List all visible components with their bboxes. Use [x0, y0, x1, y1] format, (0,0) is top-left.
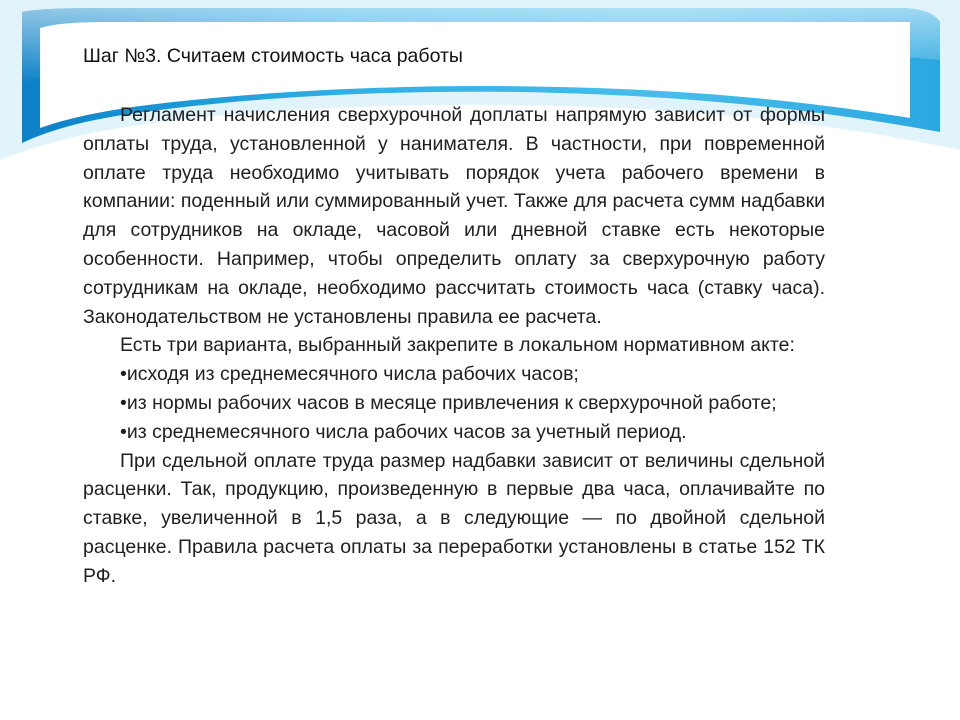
- bullet-option-1: •исходя из среднемесячного числа рабочих часов;: [120, 363, 579, 386]
- bullet-option-2: •из нормы рабочих часов в месяце привлечения к сверхурочной работе;: [120, 391, 777, 414]
- paragraph-piecework: При сдельной оплате труда размер надбавки зависит от величины сдельной расценки. Так, продукцию, произведенную в первые два часа, оплачивайте по ставке, увеличенной в 1,5 раза, а в следующие — по двойной сдельной расценке. Правила расчета оплаты за переработки установлены в статье 152 ТК РФ.: [83, 449, 825, 587]
- slide-body: [83, 101, 825, 591]
- bullet-option-3: •из среднемесячного числа рабочих часов за учетный период.: [120, 420, 687, 443]
- paragraph-regulation: Регламент начисления сверхурочной доплаты напрямую зависит от формы оплаты труда, установленной у нанимателя. В частности, при повременной оплате труда необходимо учитывать порядок учета рабочего времени в компании: поденный или суммированный учет. Также для расчета сумм надбавки для сотрудников на окладе, часовой или дневной ставке есть некоторые особенности. Например, чтобы определить оплату за сверхурочную работу сотрудникам на окладе, необходимо рассчитать стоимость часа (ставку часа). Законодательством не установлены правила ее расчета.: [83, 104, 825, 328]
- slide-title: Шаг №3. Считаем стоимость часа работы: [83, 45, 463, 67]
- paragraph-three-options: Есть три варианта, выбранный закрепите в локальном нормативном акте:: [120, 334, 795, 357]
